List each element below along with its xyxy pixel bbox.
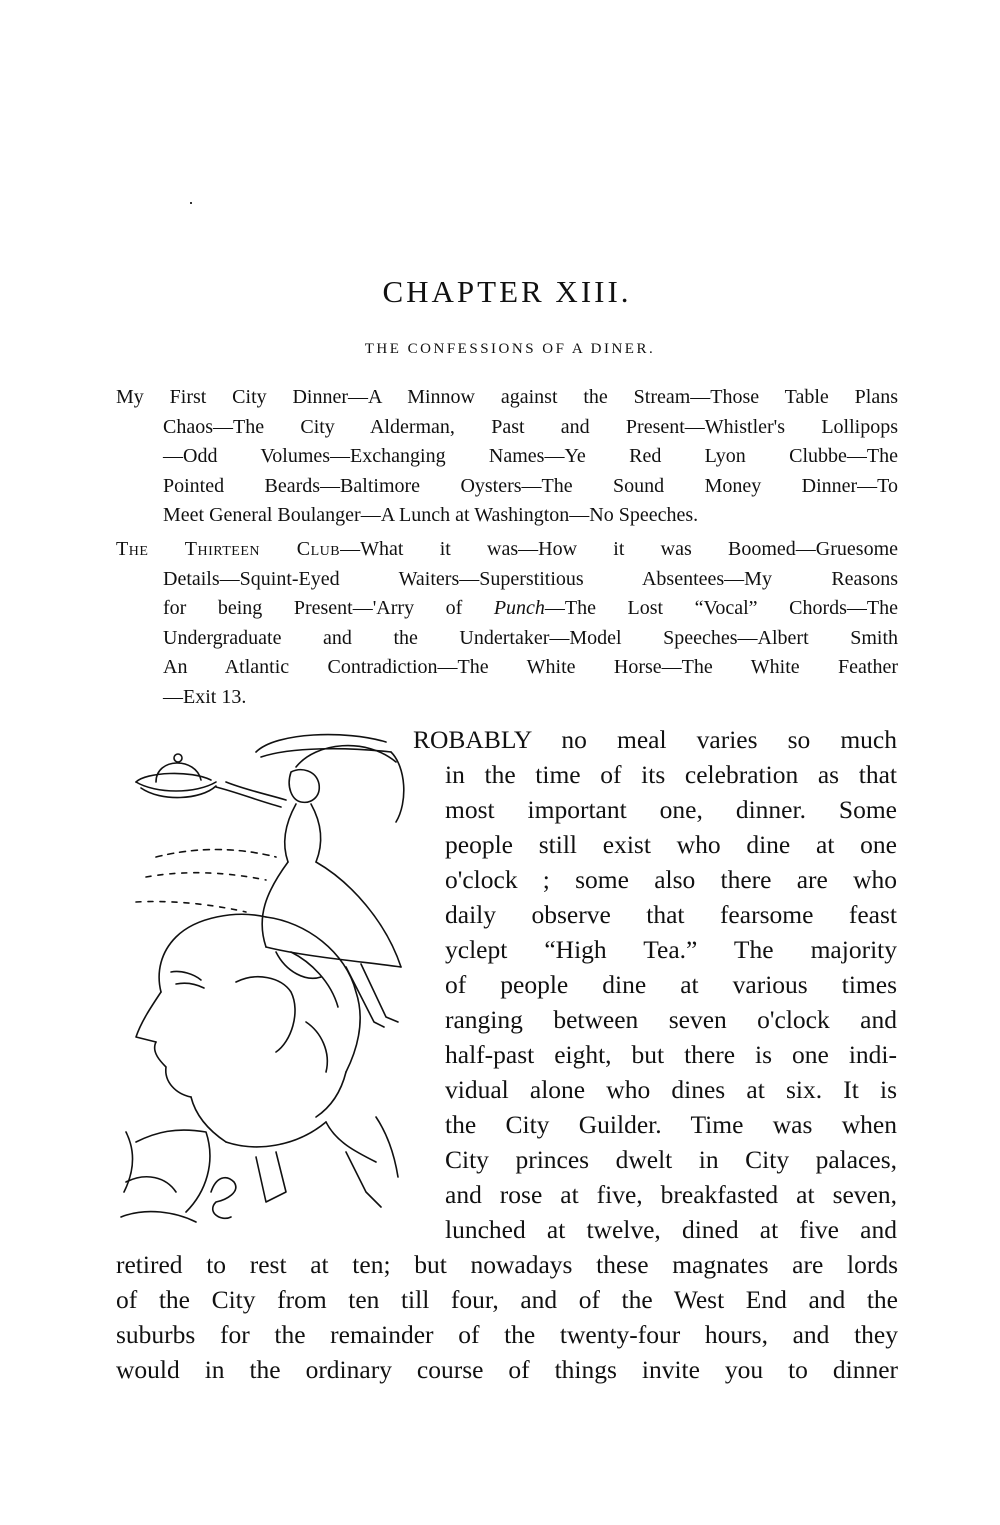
body-line: the City Guilder. Time was when	[445, 1110, 897, 1139]
alderman-and-waitress-illustration	[116, 722, 416, 1237]
body-line: people still exist who dine at one	[445, 830, 897, 859]
chapter-subtitle: THE CONFESSIONS OF A DINER.	[364, 341, 656, 357]
body-line: half-past eight, but there is one indi-	[445, 1040, 897, 1069]
body-line: most important one, dinner. Some	[445, 795, 897, 824]
synopsis-line: Undergraduate and the Undertaker—Model Speeches—Albert Smith	[163, 626, 898, 649]
synopsis-line: —Exit 13.	[163, 685, 247, 708]
synopsis-line: Chaos—The City Alderman, Past and Present—Whistler's Lollipops	[163, 415, 898, 438]
synopsis-line: Pointed Beards—Baltimore Oysters—The Sound Money Dinner—To	[163, 474, 898, 497]
body-line: lunched at twelve, dined at five and	[445, 1215, 897, 1244]
synopsis-line	[116, 594, 898, 624]
body-line: of people dine at various times	[445, 970, 897, 999]
chapter-synopsis-part-2	[116, 535, 898, 712]
body-line: and rose at five, breakfasted at seven,	[445, 1180, 897, 1209]
body-line: of the City from ten till four, and of the West End and the	[116, 1285, 898, 1314]
chapter-body-wrapped	[413, 722, 897, 1247]
synopsis-text: —What it was—How it was Boomed—Gruesome	[340, 538, 898, 560]
chapter-title: CHAPTER XIII.	[382, 274, 632, 309]
club-name-smallcaps: The Thirteen Club	[116, 538, 341, 560]
punch-italic: Punch	[493, 597, 545, 619]
body-line: ranging between seven o'clock and	[445, 1005, 897, 1034]
body-line: yclept “High Tea.” The majority	[445, 935, 897, 964]
body-line: suburbs for the remainder of the twenty-four hours, and they	[116, 1320, 898, 1349]
synopsis-text: —The Lost “Vocal” Chords—The	[544, 597, 898, 619]
synopsis-line: —Odd Volumes—Exchanging Names—Ye Red Lyon Clubbe—The	[163, 445, 898, 467]
body-line: vidual alone who dines at six. It is	[445, 1075, 897, 1104]
synopsis-line: An Atlantic Contradiction—The White Horse—The White Feather	[163, 656, 898, 678]
body-line: in the time of its celebration as that	[445, 760, 897, 789]
body-line: City princes dwelt in City palaces,	[445, 1145, 897, 1174]
synopsis-line	[116, 535, 898, 565]
synopsis-line: My First City Dinner—A Minnow against the Stream—Those Table Plans	[116, 386, 898, 408]
body-line: retired to rest at ten; but nowadays these magnates are lords	[116, 1250, 898, 1279]
synopsis-text: for being Present—'Arry of	[163, 597, 494, 619]
body-line: would in the ordinary course of things invite you to dinner	[116, 1355, 898, 1384]
chapter-synopsis-part-1	[116, 383, 898, 531]
body-line: o'clock ; some also there are who	[445, 865, 897, 894]
opening-line: ROBABLY no meal varies so much	[413, 725, 897, 754]
body-line: daily observe that fearsome feast	[445, 900, 897, 929]
ink-speck	[190, 202, 192, 204]
chapter-body-full-width	[116, 1247, 898, 1387]
synopsis-line: Details—Squint-Eyed Waiters—Superstitious Absentees—My Reasons	[163, 567, 898, 590]
synopsis-line: Meet General Boulanger—A Lunch at Washington—No Speeches.	[163, 504, 699, 526]
